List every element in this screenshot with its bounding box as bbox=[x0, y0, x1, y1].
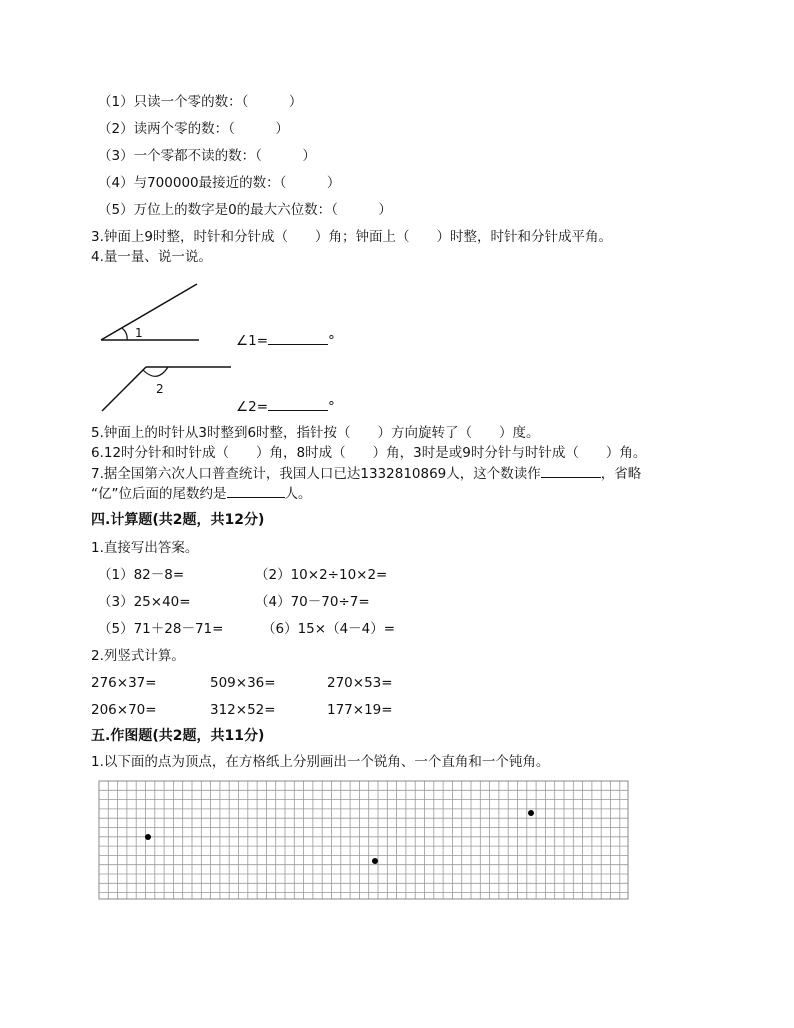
vertex-point-1 bbox=[145, 834, 151, 840]
question-7-line-2 bbox=[91, 484, 312, 503]
vertex-point-2 bbox=[372, 858, 378, 864]
vertical-1: 276×37= bbox=[91, 675, 157, 691]
grid-paper[interactable] bbox=[99, 781, 629, 900]
section-5-title: 五.作图题(共2题，共11分) bbox=[91, 728, 265, 744]
angle-1-mark: 1 bbox=[135, 326, 143, 340]
vertex-point-3 bbox=[528, 810, 534, 816]
angle-1-answer bbox=[236, 331, 335, 350]
calc-5: （5）71＋28－71= bbox=[98, 621, 224, 637]
angle-2-answer bbox=[236, 397, 335, 416]
section-4-question-1: 1.直接写出答案。 bbox=[91, 540, 199, 556]
angle-2-label: ∠2= bbox=[236, 399, 269, 415]
question-7-part-2: ，省略 bbox=[600, 466, 642, 482]
question-7-part-4: 人。 bbox=[284, 486, 312, 502]
question-6: 6.12时分针和时针成（ ）角，8时成（ ）角，3时是或9时分针与时针成（ ）角。 bbox=[91, 445, 647, 461]
calc-4: （4）70－70÷7= bbox=[255, 594, 370, 610]
vertical-5: 312×52= bbox=[210, 702, 276, 718]
question-5: 5.钟面上的时针从3时整到6时整，指针按（ ）方向旋转了（ ）度。 bbox=[91, 425, 540, 441]
question-7-part-3: “亿”位后面的尾数约是 bbox=[91, 486, 227, 502]
calc-1: （1）82－8= bbox=[98, 567, 185, 583]
section-5-question-1: 1.以下面的点为顶点，在方格纸上分别画出一个锐角、一个直角和一个钝角。 bbox=[91, 754, 550, 770]
question-4: 4.量一量、说一说。 bbox=[91, 249, 212, 265]
section-4-title: 四.计算题(共2题，共12分) bbox=[91, 512, 265, 528]
sub-item-4: （4）与700000最接近的数：（ ） bbox=[98, 175, 341, 191]
angle-2-mark: 2 bbox=[156, 382, 164, 396]
section-4-question-2: 2.列竖式计算。 bbox=[91, 648, 185, 664]
sub-item-3: （3）一个零都不读的数：（ ） bbox=[98, 148, 316, 164]
vertical-6: 177×19= bbox=[327, 702, 393, 718]
calc-3: （3）25×40= bbox=[98, 594, 191, 610]
question-7-blank-2[interactable] bbox=[227, 484, 285, 498]
angle-2-unit: ° bbox=[328, 399, 335, 415]
vertical-4: 206×70= bbox=[91, 702, 157, 718]
calc-6: （6）15×（4－4）= bbox=[262, 621, 396, 637]
question-3: 3.钟面上9时整，时针和分针成（ ）角；钟面上（ ）时整，时针和分针成平角。 bbox=[91, 229, 612, 245]
question-7-part-1: 7.据全国第六次人口普查统计，我国人口已达1332810869人，这个数读作 bbox=[91, 466, 541, 482]
vertical-3: 270×53= bbox=[327, 675, 393, 691]
sub-item-2: （2）读两个零的数：（ ） bbox=[98, 121, 289, 137]
sub-item-1: （1）只读一个零的数：（ ） bbox=[98, 94, 303, 110]
vertical-2: 509×36= bbox=[210, 675, 276, 691]
angle-1-label: ∠1= bbox=[236, 333, 269, 349]
calc-2: （2）10×2÷10×2= bbox=[255, 567, 388, 583]
question-7-blank-1[interactable] bbox=[541, 464, 601, 478]
angle-2-blank[interactable] bbox=[268, 397, 328, 411]
angle-1-unit: ° bbox=[328, 333, 335, 349]
sub-item-5: （5）万位上的数字是0的最大六位数：（ ） bbox=[98, 202, 392, 218]
angle-1-blank[interactable] bbox=[268, 331, 328, 345]
question-7-line-1 bbox=[91, 464, 641, 483]
